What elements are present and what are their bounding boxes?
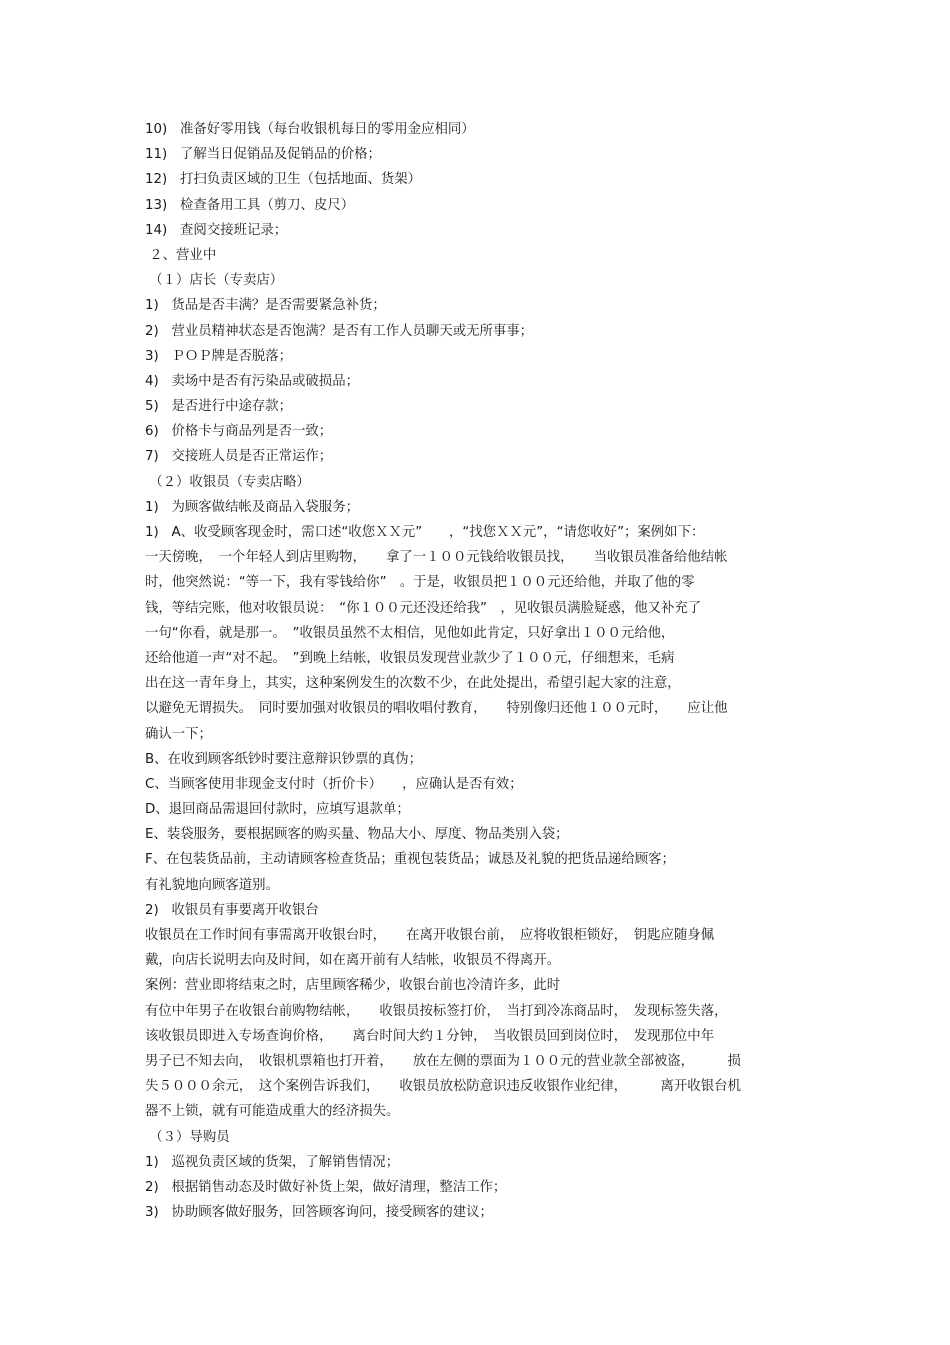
text-line: 确认一下； <box>145 726 212 742</box>
text-line: 12) 打扫负责区域的卫生（包括地面、货架） <box>145 172 422 188</box>
text-line: 该收银员即进入专场查询价格， 离台时间大约１分钟， 当收银员回到岗位时， 发现那位中年 <box>145 1028 715 1044</box>
text-line: 戴，向店长说明去向及时间，如在离开前有人结帐，收银员不得离开。 <box>145 953 561 969</box>
text-line: 以避免无谓损失。 同时要加强对收银员的唱收唱付教育， 特别像归还他１００元时， 应让他 <box>145 701 728 717</box>
document-body <box>145 117 815 1225</box>
text-line: 案例：营业即将结束之时，店里顾客稀少，收银台前也冷清许多，此时 <box>145 978 561 994</box>
text-line: 钱，等结完账，他对收银员说： “你１００元还没还给我” ，见收银员满脸疑惑，他又补充了 <box>145 600 702 616</box>
text-line: 14) 查阅交接班记录； <box>145 222 288 238</box>
text-line: 出在这一青年身上，其实，这种案例发生的次数不少，在此处提出，希望引起大家的注意， <box>145 676 681 692</box>
text-line: 还给他道一声“对不起。 ”到晚上结帐，收银员发现营业款少了１００元，仔细想来，毛病 <box>145 650 675 666</box>
text-line: 一天傍晚， 一个年轻人到店里购物， 拿了一１００元钱给收银员找， 当收银员准备给他结帐 <box>145 550 728 566</box>
text-line: 2) 根据销售动态及时做好补货上架，做好清理，整洁工作； <box>145 1179 507 1195</box>
text-line: 有位中年男子在收银台前购物结帐， 收银员按标签打价， 当打到冷冻商品时， 发现标签失落， <box>145 1003 728 1019</box>
text-line: 1) 为顾客做结帐及商品入袋服务； <box>145 499 359 515</box>
text-line: 1) 巡视负责区域的货架，了解销售情况； <box>145 1154 400 1170</box>
text-line: F、在包装货品前，主动请顾客检查货品；重视包装货品；诚恳及礼貌的把货品递给顾客； <box>145 852 675 868</box>
text-line: 6) 价格卡与商品列是否一致； <box>145 424 333 440</box>
text-line: B、在收到顾客纸钞时要注意辩识钞票的真伪； <box>145 751 422 767</box>
text-line: （２）收银员（专卖店略） <box>145 474 310 490</box>
text-line: 一句“你看，就是那一。 ”收银员虽然不太相信，见他如此肯定，只好拿出１００元给他， <box>145 625 675 641</box>
text-line: 1) A、收受顾客现金时，需口述“收您ＸＸ元” ，“找您ＸＸ元”，“请您收好”；案例如下： <box>145 525 705 540</box>
text-line: 男子已不知去向， 收银机票箱也打开着， 放在左侧的票面为１００元的营业款全部被盗， 损 <box>145 1053 741 1069</box>
text-line: （１）店长（专卖店） <box>145 273 284 289</box>
text-line: 5) 是否进行中途存款； <box>145 399 293 415</box>
text-line: 时，他突然说：“等一下，我有零钱给你” 。于是，收银员把１００元还给他，并取了他的零 <box>145 575 695 591</box>
text-line: 3) 协助顾客做好服务，回答顾客询问，接受顾客的建议； <box>145 1205 493 1221</box>
text-line: 有礼貌地向顾客道别。 <box>145 877 279 893</box>
text-line: 器不上锁，就有可能造成重大的经济损失。 <box>145 1104 400 1120</box>
text-line: 10) 准备好零用钱（每台收银机每日的零用金应相同） <box>145 122 475 137</box>
text-line: 4) 卖场中是否有污染品或破损品； <box>145 373 359 389</box>
text-line: 2) 收银员有事要离开收银台 <box>145 902 319 918</box>
text-line: D、退回商品需退回付款时，应填写退款单； <box>145 802 410 818</box>
text-line: 13) 检查备用工具（剪刀、皮尺） <box>145 197 355 213</box>
text-line: 收银员在工作时间有事需离开收银台时， 在离开收银台前， 应将收银柜锁好， 钥匙应随身佩 <box>145 928 715 943</box>
text-line: E、装袋服务，要根据顾客的购买量、物品大小、厚度、物品类别入袋； <box>145 827 569 843</box>
text-line: 2) 营业员精神状态是否饱满？是否有工作人员聊天或无所事事； <box>145 323 534 339</box>
text-line: 7) 交接班人员是否正常运作； <box>145 449 333 465</box>
text-line: ２、营业中 <box>145 247 217 263</box>
text-line: 1) 货品是否丰满？是否需要紧急补货； <box>145 298 386 314</box>
text-line: 失５０００余元， 这个案例告诉我们， 收银员放松防意识违反收银作业纪律， 离开收银台机 <box>145 1079 741 1095</box>
text-line: 3) ＰＯＰ牌是否脱落； <box>145 348 293 364</box>
text-line: （３）导购员 <box>145 1129 230 1145</box>
text-line: C、当顾客使用非现金支付时（折价卡） ，应确认是否有效； <box>145 776 523 792</box>
text-line: 11) 了解当日促销品及促销品的价格； <box>145 147 381 163</box>
